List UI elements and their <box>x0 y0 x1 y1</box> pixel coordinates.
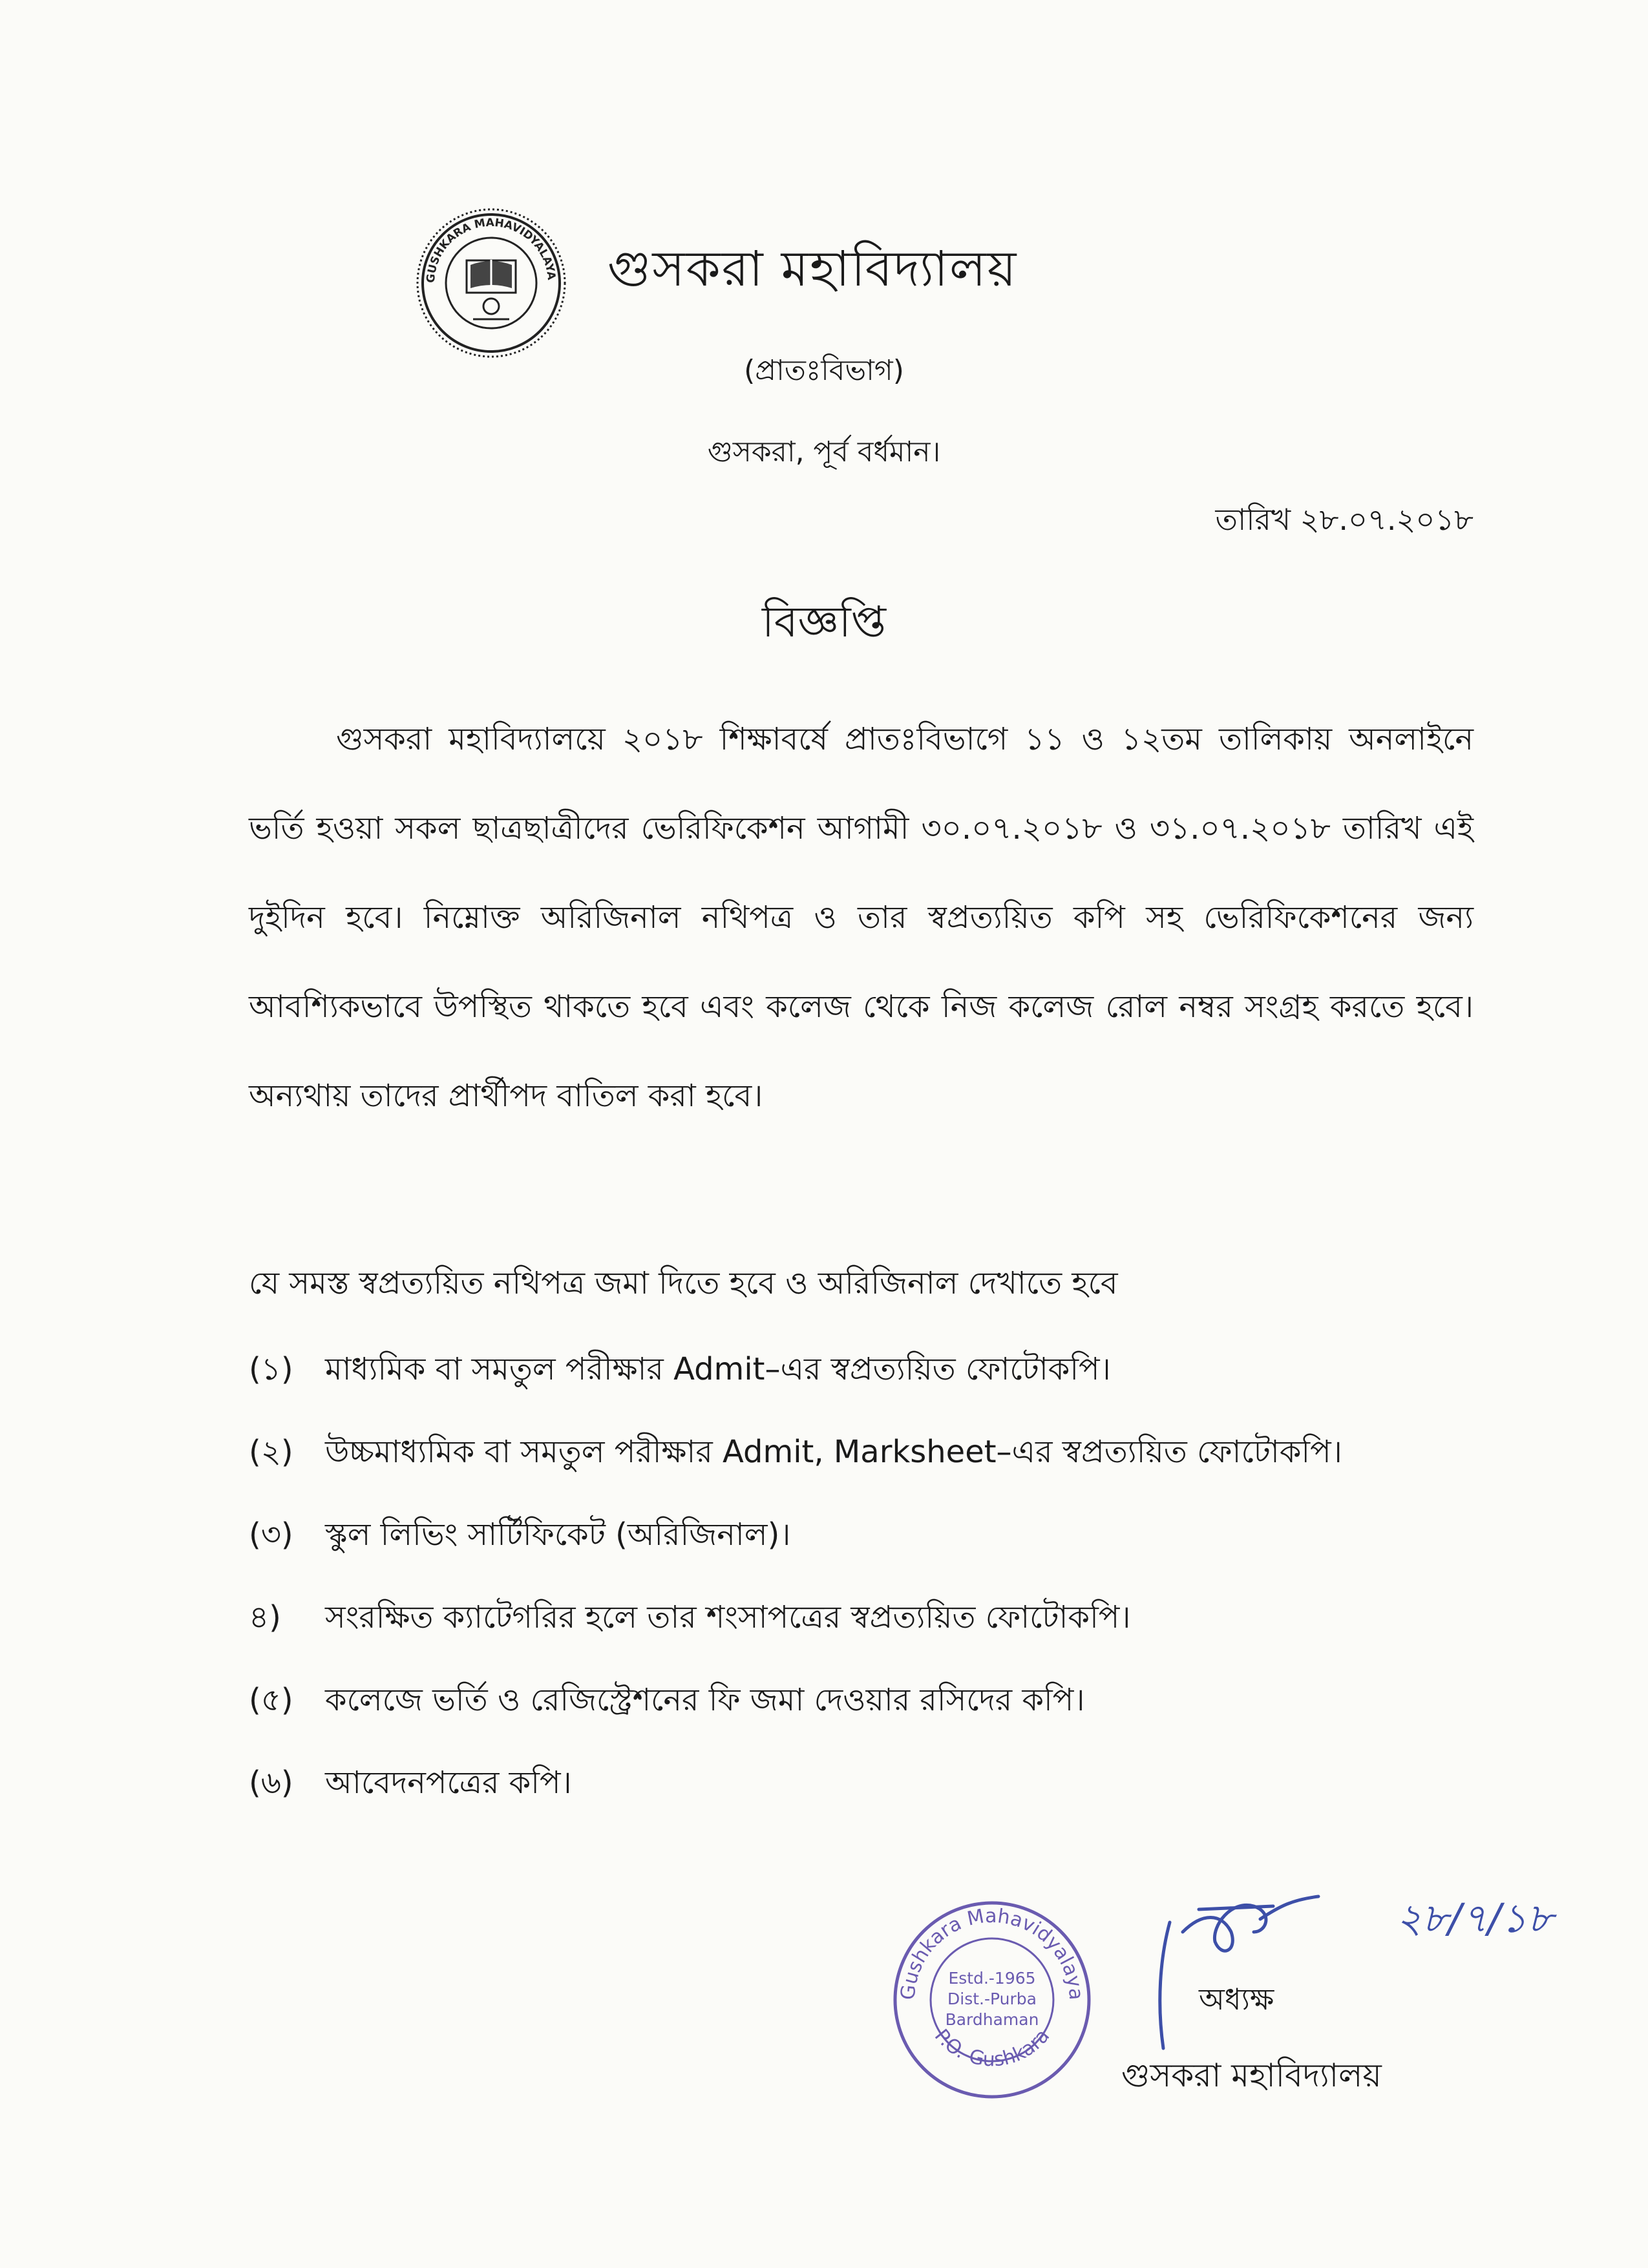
seal-top-text: Gushkara Mahavidyalaya <box>896 1904 1088 2001</box>
signature-date: ২৮/৭/১৮ <box>1396 1895 1554 1942</box>
list-item <box>249 1659 1474 1741</box>
list-item <box>249 1741 1474 1824</box>
list-item-text: কলেজে ভর্তি ও রেজিস্ট্রেশনের ফি জমা দেওয়ার রসিদের কপি। <box>325 1682 1085 1718</box>
college-logo <box>414 205 569 361</box>
notice-date: তারিখ ২৮.০৭.২০১৮ <box>1215 502 1474 537</box>
college-name: গুসকরা মহাবিদ্যালয় <box>607 240 1018 297</box>
seal-line-2: Dist.-Purba <box>947 1990 1037 2008</box>
list-item-number: (৫) <box>249 1682 293 1718</box>
list-item-text: সংরক্ষিত ক্যাটেগরির হলে তার শংসাপত্রের স্বপ্রত্যয়িত ফোটোকপি। <box>325 1599 1131 1635</box>
seal-line-1: Estd.-1965 <box>948 1969 1036 1988</box>
list-item-number: ৪) <box>249 1599 281 1635</box>
document-list <box>249 1328 1474 1824</box>
list-item-number: (২) <box>249 1434 293 1470</box>
list-item-text: মাধ্যমিক বা সমতুল পরীক্ষার Admit–এর স্বপ্রত্যয়িত ফোটোকপি। <box>325 1351 1111 1387</box>
notice-body: গুসকরা মহাবিদ্যালয়ে ২০১৮ শিক্ষাবর্ষে প্রাতঃবিভাগে ১১ ও ১২তম তালিকায় অনলাইনে ভর্তি হওয়া সকল ছাত্রছাত্রীদের ভেরিফিকেশন আগামী ৩০.০৭.২০১৮ ও ৩১.০৭.২০১৮ তারিখ এই দুইদিন হবে। নিম্নোক্ত অরিজিনাল নথিপত্র ও তার স্বপ্রত্যয়িত কপি সহ ভেরিফিকেশনের জন্য আবশ্যিকভাবে উপস্থিত থাকতে হবে এবং কলেজ থেকে নিজ কলেজ রোল নম্বর সংগ্রহ করতে হবে। অন্যথায় তাদের প্রার্থীপদ বাতিল করা হবে। <box>249 721 1474 1114</box>
college-seal-stamp <box>885 1893 1099 2106</box>
list-item-text: উচ্চমাধ্যমিক বা সমতুল পরীক্ষার Admit, Marksheet–এর স্বপ্রত্যয়িত ফোটোকপি। <box>325 1434 1342 1470</box>
college-address: গুসকরা, পূর্ব বর্ধমান। <box>707 436 941 468</box>
list-item <box>249 1576 1474 1659</box>
seal-bottom-text: P.O.-Gushkara <box>929 2024 1055 2072</box>
section-name: (প্রাতঃবিভাগ) <box>744 354 904 387</box>
logo-text: GUSHKARA MAHAVIDYALAYA <box>424 216 558 284</box>
principal-title: অধ্যক্ষ <box>1199 1982 1274 2017</box>
notice-heading: বিজ্ঞপ্তি <box>762 597 886 647</box>
list-item-number: (৩) <box>249 1517 293 1553</box>
list-item-text: স্কুল লিভিং সার্টিফিকেট (অরিজিনাল)। <box>325 1517 791 1553</box>
list-item <box>249 1493 1474 1576</box>
list-item-number: (১) <box>249 1351 293 1387</box>
list-item-text: আবেদনপত্রের কপি। <box>325 1765 572 1801</box>
principal-signature <box>1125 1861 1590 2055</box>
seal-line-3: Bardhaman <box>945 2010 1039 2029</box>
list-item <box>249 1328 1474 1411</box>
svg-text:P.O.-Gushkara <box>930 2025 1054 2072</box>
principal-college: গুসকরা মহাবিদ্যালয় <box>1121 2057 1382 2094</box>
document-list-intro: যে সমস্ত স্বপ্রত্যয়িত নথিপত্র জমা দিতে হবে ও অরিজিনাল দেখাতে হবে <box>249 1265 1118 1301</box>
list-item-number: (৬) <box>249 1765 293 1801</box>
list-item <box>249 1411 1474 1493</box>
